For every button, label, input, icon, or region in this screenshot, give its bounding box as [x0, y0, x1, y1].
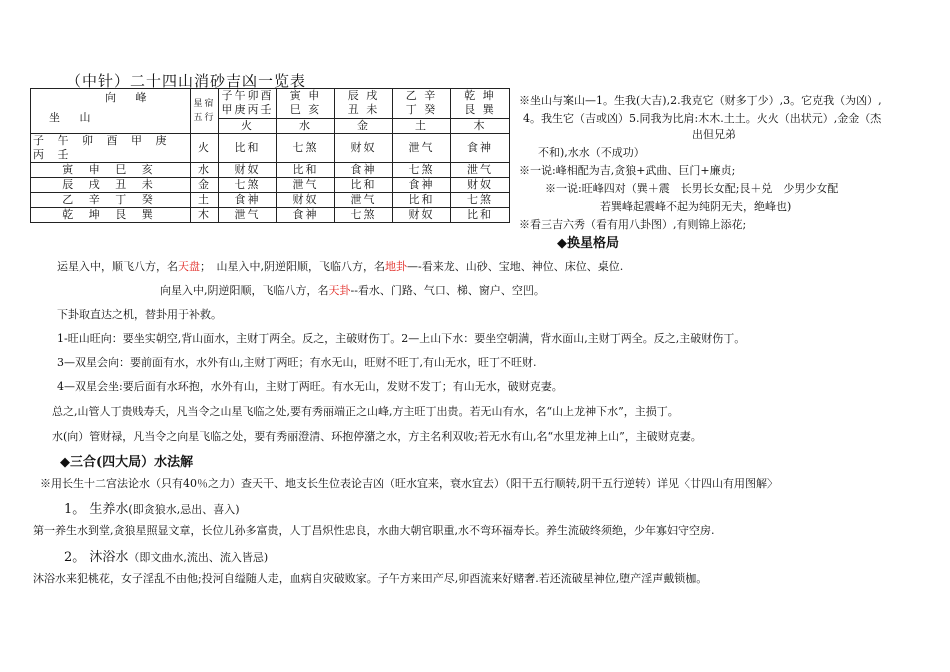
- table-cell: 财奴: [335, 134, 393, 163]
- table-cell: 七煞: [393, 163, 451, 178]
- paragraph: 沐浴水来犯桃花，女子淫乱不由他;投河自缢随人走，血病自灾破败家。子午方来田产尽,卯酉流来好赌奢.若还流破星神位,堕产淫声戴锁枷。: [33, 572, 708, 585]
- note-line: 出但兄弟: [692, 128, 736, 141]
- row-label: 寅 申 巳 亥: [31, 163, 191, 178]
- page-title: （中针）二十四山消砂吉凶一览表: [66, 72, 307, 90]
- table-cell: 食神: [393, 178, 451, 193]
- row-label: 辰 戌 丑 未: [31, 178, 191, 193]
- table-cell: 财奴: [393, 208, 451, 223]
- note-line: 不和),水水（不成功）: [538, 146, 645, 159]
- table-cell: 七煞: [219, 178, 277, 193]
- table-cell: 泄气: [277, 178, 335, 193]
- highlight-term: 地卦: [385, 260, 407, 273]
- table-cell: 泄气: [219, 208, 277, 223]
- table-cell: 七煞: [277, 134, 335, 163]
- column-element: 火: [219, 118, 277, 133]
- table-cell: 泄气: [393, 134, 451, 163]
- row-element: 金: [191, 178, 219, 193]
- table-cell: 比和: [393, 193, 451, 208]
- table-row: [31, 208, 510, 223]
- row-label: 乙 辛 丁 癸: [31, 193, 191, 208]
- highlight-term: 天盘: [178, 260, 200, 273]
- column-header: 子午卯酉 甲庚丙壬: [219, 89, 277, 119]
- table-cell: 财奴: [277, 193, 335, 208]
- table-cell: 食神: [277, 208, 335, 223]
- table-cell: 财奴: [451, 178, 510, 193]
- table-cell: 食神: [335, 163, 393, 178]
- section-heading-water-method: ◆三合(四大局）水法解: [60, 455, 194, 470]
- header-five-elements: 星宿五行: [191, 89, 219, 134]
- item-heading: 2。 沐浴水（即文曲水,流出、流入皆忌): [64, 550, 269, 565]
- table-cell: 财奴: [219, 163, 277, 178]
- note-line: 若巽峰起震峰不起为纯阴无夫，绝峰也): [600, 200, 792, 213]
- table-cell: 泄气: [451, 163, 510, 178]
- paragraph: 4—双星会坐:要后面有水环抱，水外有山，主财丁两旺。有水无山，发财不发丁；有山无水，破财克妻。: [57, 380, 563, 393]
- table-cell: 比和: [219, 134, 277, 163]
- table-cell: 七煞: [451, 193, 510, 208]
- row-label: 子 午 卯 酉 甲 庚 丙 壬: [31, 134, 191, 163]
- table-cell: 泄气: [335, 193, 393, 208]
- column-header: 寅 申 巳 亥: [277, 89, 335, 119]
- column-element: 水: [277, 118, 335, 133]
- column-element: 土: [393, 118, 451, 133]
- column-element: 金: [335, 118, 393, 133]
- table-corner-header: [31, 89, 191, 134]
- table-cell: 食神: [219, 193, 277, 208]
- note-line: ※看三吉六秀（看有用八卦图）,有则锦上添花;: [519, 218, 747, 231]
- paragraph: 运星入中，顺飞八方，名天盘； 山星入中,阴逆阳顺，飞临八方，名地卦—-看来龙、山砂、宝地、神位、床位、桌位.: [57, 260, 624, 273]
- column-header: 乙 辛 丁 癸: [393, 89, 451, 119]
- column-header: 乾 坤 艮 巽: [451, 89, 510, 119]
- table-cell: 比和: [277, 163, 335, 178]
- table-row: [31, 178, 510, 193]
- paragraph: ※用长生十二宫法论水（只有40％之力）查天干、地支长生位表论吉凶（旺水宜来，衰水宜去）（阳干五行顺转,阴干五行逆转）详见〈廿四山有用图解〉: [40, 477, 778, 490]
- row-label: 乾 坤 艮 巽: [31, 208, 191, 223]
- row-element: 土: [191, 193, 219, 208]
- note-line: ※一说:峰相配为吉,贪狼+武曲、巨门+廉贞;: [519, 164, 736, 177]
- note-line: 4。我生它（吉或凶）5.同我为比肩:木木.土土。火火（出状元）,金金（杰: [523, 112, 882, 125]
- header-facing-peak: 向 峰: [105, 91, 155, 104]
- table-cell: 比和: [451, 208, 510, 223]
- paragraph: 3—双星会向：要前面有水，水外有山,主财丁两旺；有水无山，旺财不旺丁,有山无水，旺丁不旺财.: [57, 356, 537, 369]
- column-element: 木: [451, 118, 510, 133]
- paragraph: 1-旺山旺向：要坐实朝空,背山面水，主财丁两全。反之，主破财伤丁。2—上山下水：要坐空朝满，背水面山,主财丁两全。反之,主破财伤丁。: [57, 332, 746, 345]
- table-cell: 七煞: [335, 208, 393, 223]
- paragraph: 下卦取直达之机，替卦用于补救。: [57, 308, 222, 321]
- table-row: [31, 193, 510, 208]
- section-heading-star-pattern: ◆换星格局: [557, 236, 619, 251]
- item-heading: 1。 生养水(即贪狼水,忌出、喜入): [64, 502, 240, 517]
- column-header: 辰 戌 丑 未: [335, 89, 393, 119]
- row-element: 水: [191, 163, 219, 178]
- table-cell: 食神: [451, 134, 510, 163]
- row-element: 火: [191, 134, 219, 163]
- paragraph: 向星入中,阴逆阳顺，飞临八方，名天卦--看水、门路、气口、梯、窗户、空凹。: [160, 284, 545, 297]
- paragraph: 总之,山管人丁贵贱寿夭，凡当令之山星飞临之处,要有秀丽端正之山峰,方主旺丁出贵。若无山有水，名“山上龙神下水”，主损丁。: [52, 405, 679, 418]
- highlight-term: 天卦: [328, 284, 351, 297]
- consumption-table: [30, 88, 510, 223]
- note-line: ※一说:旺峰四对（巽＋震 长男长女配;艮＋兑 少男少女配: [545, 182, 839, 195]
- table-cell: 比和: [335, 178, 393, 193]
- table-row: [31, 163, 510, 178]
- note-line: ※坐山与案山—1。生我(大吉),2.我克它（财多丁少）,3。它克我（为凶）,: [519, 94, 882, 107]
- table-row: [31, 134, 510, 163]
- header-sitting-mountain: 坐 山: [49, 111, 99, 124]
- paragraph: 第一养生水到堂,贪狼星照显文章，长位儿孙多富贵，人丁昌炽性忠良，水曲大朝官职重,水不弯环福寿长。养生流破终须绝，少年寡妇守空房.: [33, 524, 715, 537]
- row-element: 木: [191, 208, 219, 223]
- paragraph: 水(向）管财禄，凡当令之向星飞临之处，要有秀丽澄清、环抱停潴之水，方主名利双收;若无水有山,名“水里龙神上山”，主破财克妻。: [52, 430, 702, 443]
